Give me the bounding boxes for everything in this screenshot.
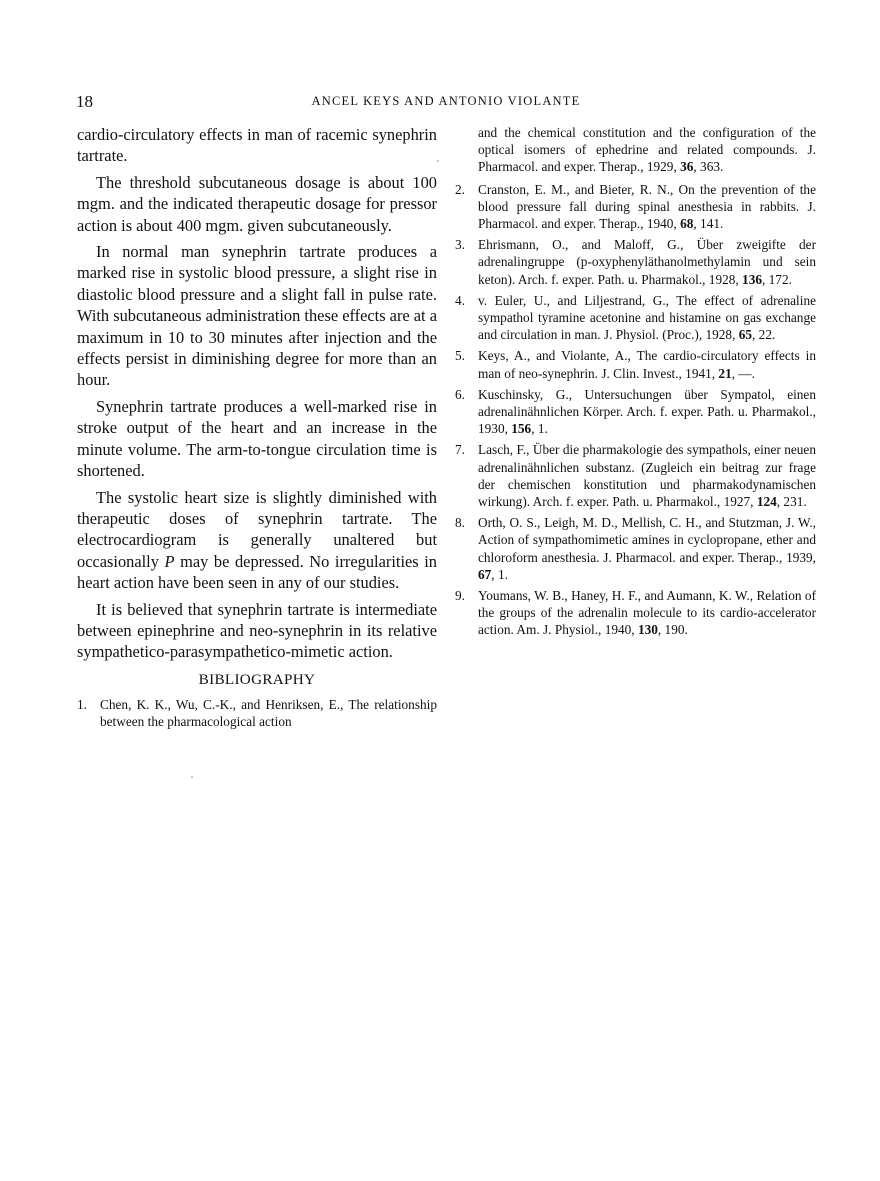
paragraph-text: The systolic heart size is slightly diminished with therapeutic doses of synephrin tartrate. The electrocardiogram is generally unaltered but occasionally: [77, 487, 437, 571]
reference-text: Keys, A., and Violante, A., The cardio-circulatory effects in man of neo-synephrin. J. Clin. Invest., 1941,: [478, 348, 816, 381]
reference-number: 7.: [455, 442, 465, 458]
reference-volume: 36: [680, 159, 694, 175]
reference-item: [455, 514, 816, 583]
reference-text: Youmans, W. B., Haney, H. F., and Aumann, K. W., Relation of the groups of the adrenalin molecule to its cardio-accelerator action. Am. J. Physiol., 1940,: [478, 588, 816, 638]
scan-speck: [437, 160, 439, 162]
page-number: 18: [76, 92, 93, 111]
reference-item: [455, 347, 816, 381]
reference-continuation: [455, 124, 816, 176]
scan-speck: [191, 776, 193, 778]
reference-text: Kuschinsky, G., Untersuchungen über Sympatol, einen adrenalinähnlichen Körper. Arch. f. exper. Path. u. Pharmakol., 1930,: [478, 386, 816, 437]
reference-item: [455, 292, 816, 344]
reference-item: [455, 386, 816, 438]
reference-number: 1.: [77, 697, 87, 713]
reference-number: 2.: [455, 181, 465, 197]
reference-volume: 68: [680, 216, 694, 232]
reference-item: [455, 236, 816, 288]
body-paragraph: The threshold subcutaneous dosage is about 100 mgm. and the indicated therapeutic dosage for pressor action is about 400 mgm. given subcutaneously.: [77, 172, 437, 235]
body-paragraph: In normal man synephrin tartrate produces a marked rise in systolic blood pressure, a slight rise in diastolic blood pressure and a slight fall in pulse rate. With subcutaneous administration these effects are at a maximum in 10 to 30 minutes after injection and the effects persist in diminishing degree for more than an hour.: [77, 242, 437, 390]
reference-number: 6.: [455, 386, 465, 402]
reference-text: Ehrismann, O., and Maloff, G., Über zweigifte der adrenalingruppe (p-oxyphenyläthanolmethylamin und sein keton). Arch. f. exper. Path. u. Pharmakol., 1928,: [478, 237, 816, 287]
reference-pages: , 190.: [657, 622, 688, 638]
paragraph-text: may be depressed. No irregularities in heart action have been seen in any of our studies.: [77, 551, 437, 593]
reference-pages: , 172.: [762, 271, 792, 287]
reference-text: Lasch, F., Über die pharmakologie des sympathols, einer neuen adrenalinähnlichen substanz. (Zugleich ein beitrag zur frage der chemischen konstitution und pharmakodynamischen wirkung). Arch. f. exper. Path. u. Pharmakol., 1927,: [478, 442, 816, 510]
reference-number: 4.: [455, 292, 465, 308]
reference-number: 3.: [455, 237, 465, 253]
page-header: [76, 92, 816, 114]
bibliography-heading: BIBLIOGRAPHY: [198, 670, 316, 688]
reference-item: [77, 696, 437, 730]
body-paragraph: [77, 487, 437, 594]
reference-item: [455, 441, 816, 510]
reference-volume: 156: [511, 421, 532, 437]
running-head: ANCEL KEYS AND ANTONIO VIOLANTE: [311, 94, 581, 108]
reference-text: Cranston, E. M., and Bieter, R. N., On the prevention of the blood pressure fall during spinal anesthesia in rabbits. J. Pharmacol. and exper. Therap., 1940,: [478, 181, 816, 232]
reference-number: 5.: [455, 348, 465, 364]
right-column: [455, 124, 816, 643]
reference-pages: , —.: [731, 365, 755, 381]
reference-pages: , 141.: [693, 216, 724, 232]
reference-pages: , 231.: [776, 494, 807, 510]
reference-volume: 65: [738, 327, 753, 343]
reference-pages: , 1.: [491, 566, 508, 582]
body-paragraph: cardio-circulatory effects in man of racemic synephrin tartrate.: [77, 125, 437, 166]
reference-number: 9.: [455, 588, 465, 604]
reference-item: [455, 587, 816, 639]
reference-pages: , 22.: [752, 327, 776, 343]
reference-volume: 130: [637, 622, 658, 638]
reference-text: Orth, O. S., Leigh, M. D., Mellish, C. H., and Stutzman, J. W., Action of sympathomimetic amines in cyclopropane, ether and chloroform anesthesia. J. Pharmacol. and exper. Therap., 1939,: [478, 515, 816, 565]
reference-pages: , 1.: [531, 421, 548, 437]
reference-text: v. Euler, U., and Liljestrand, G., The effect of adrenaline sympathol tyramine acetonine and histamine on gas exchange and circulation in man. J. Physiol. (Proc.), 1928,: [478, 292, 816, 343]
reference-text: Chen, K. K., Wu, C.-K., and Henriksen, E., The relationship between the pharmacological action: [100, 697, 437, 730]
reference-number: 8.: [455, 515, 465, 531]
reference-volume: 124: [756, 494, 777, 510]
reference-item: [455, 181, 816, 233]
reference-list: [455, 181, 816, 639]
reference-volume: 136: [742, 271, 762, 287]
reference-pages: , 363.: [693, 159, 724, 175]
body-paragraph: It is believed that synephrin tartrate is intermediate between epinephrine and neo-synephrin in its relative sympathetico-parasympathetico-mimetic action.: [77, 599, 437, 662]
italic-symbol: P: [164, 551, 175, 571]
left-column: [77, 124, 437, 735]
reference-volume: 67: [478, 566, 492, 582]
reference-volume: 21: [718, 365, 732, 381]
reference-text: and the chemical constitution and the configuration of the optical isomers of ephedrine and related compounds. J. Pharmacol. and exper. Therap., 1929,: [478, 125, 816, 175]
body-paragraph: Synephrin tartrate produces a well-marked rise in stroke output of the heart and an increase in the minute volume. The arm-to-tongue circulation time is shortened.: [77, 396, 437, 481]
